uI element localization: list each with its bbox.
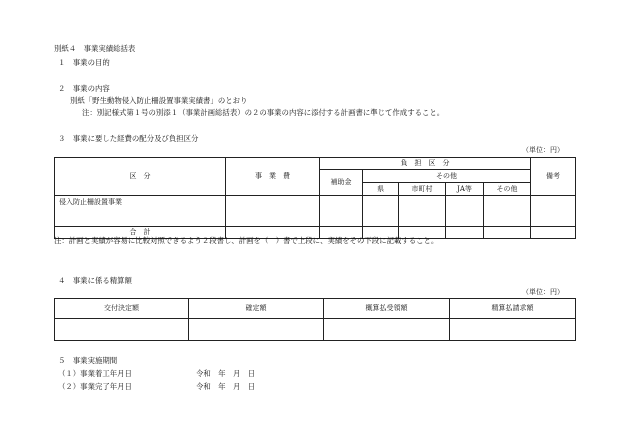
cell	[446, 227, 484, 239]
section2-content: 別紙「野生動物侵入防止柵設置事業実績書」のとおり	[70, 96, 248, 105]
section2-title: ２ 事業の内容	[58, 84, 110, 93]
header-gaisan-juryo: 概算払受領額	[324, 299, 450, 319]
header-ken: 県	[363, 183, 399, 196]
cell	[363, 196, 399, 227]
cell	[189, 319, 324, 341]
header-kofu-kettei: 交付決定額	[55, 299, 189, 319]
header-biko: 備考	[531, 158, 576, 196]
header-ja: JA等	[446, 183, 484, 196]
section3-note: 注：計画と実績が容易に比較対照できるよう２段書し、計画を（ ）書で上段に、実績をその下段に記載すること。	[54, 236, 439, 245]
cell	[484, 227, 531, 239]
header-seisan-seikyu: 精算払請求額	[450, 299, 576, 319]
cell	[324, 319, 450, 341]
end-date-label: （２）事業完了年月日	[58, 382, 132, 391]
cell	[450, 319, 576, 341]
header-hojokin: 補助金	[320, 170, 363, 196]
row-total: 合 計	[55, 227, 226, 239]
cell	[484, 196, 531, 227]
section2-note: 注：別記様式第１号の別添１（事業計画総括表）の２の事業の内容に添付する計画書に準じて作成すること。	[82, 108, 445, 117]
section4-unit: （単位：円）	[522, 288, 564, 296]
header-sonota: その他	[484, 183, 531, 196]
cell	[531, 227, 576, 239]
section1-title: １ 事業の目的	[58, 58, 110, 67]
section4-title: ４ 事業に係る精算額	[58, 276, 132, 285]
document-header: 別紙４ 事業実績総括表	[54, 44, 136, 53]
cell	[320, 196, 363, 227]
end-date-value: 令和 年 月 日	[196, 382, 256, 391]
row-shinnyu-boshi: 侵入防止柵設置事業	[55, 196, 226, 227]
start-date-label: （１）事業着工年月日	[58, 369, 132, 378]
section3-unit: （単位：円）	[522, 146, 564, 154]
cost-allocation-table	[54, 157, 576, 239]
cell	[446, 196, 484, 227]
header-sonota-group: その他	[363, 170, 531, 183]
header-kubun: 区 分	[55, 158, 226, 196]
cell	[531, 196, 576, 227]
start-date-value: 令和 年 月 日	[196, 369, 256, 378]
header-jigyohi: 事 業 費	[226, 158, 320, 196]
section3-title: ３ 事業に要した経費の配分及び負担区分	[58, 134, 199, 143]
cell	[399, 196, 446, 227]
header-futan-kubun: 負 担 区 分	[320, 158, 531, 170]
header-shichoson: 市町村	[399, 183, 446, 196]
settlement-table	[54, 298, 576, 341]
header-kakutei: 確定額	[189, 299, 324, 319]
cell	[226, 196, 320, 227]
section5-title: ５ 事業実施期間	[58, 356, 118, 365]
cell	[55, 319, 189, 341]
